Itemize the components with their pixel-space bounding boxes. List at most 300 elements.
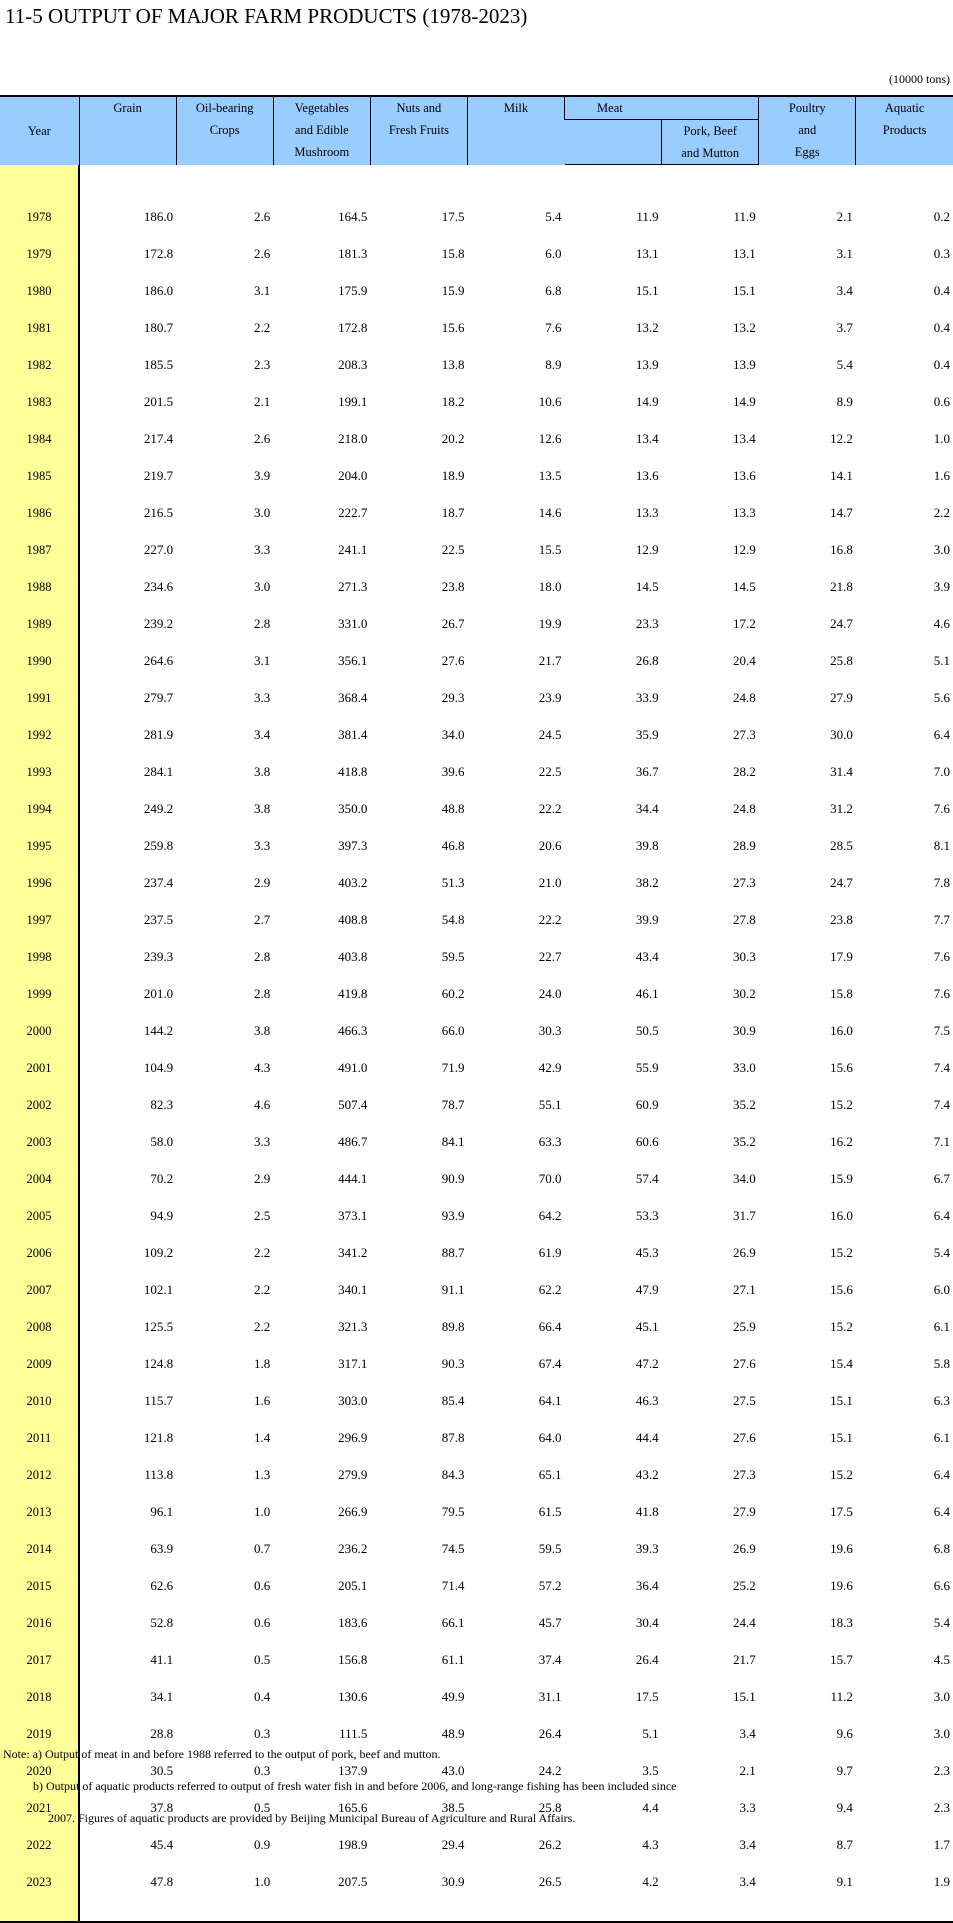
cell-oil-bearing-crops: 0.9 <box>254 1837 271 1852</box>
cell-aquatic-products: 1.7 <box>933 1837 950 1852</box>
cell-nuts-fruits: 87.8 <box>441 1430 465 1445</box>
cell-pork-beef-mutton: 28.9 <box>732 838 756 853</box>
cell-meat: 34.4 <box>635 801 659 816</box>
cell-aquatic-products: 4.6 <box>933 616 950 631</box>
cell-vegetables: 491.0 <box>338 1060 368 1075</box>
cell-grain: 104.9 <box>143 1060 174 1075</box>
cell-meat: 23.3 <box>635 616 659 631</box>
cell-vegetables: 218.0 <box>338 431 368 446</box>
table-spacer-row <box>0 165 953 194</box>
cell-grain: 201.5 <box>143 394 174 409</box>
cell-year: 1981 <box>0 304 79 341</box>
cell-oil-bearing-crops: 2.8 <box>254 986 271 1001</box>
table-row <box>0 1007 953 1044</box>
cell-year: 2008 <box>0 1303 79 1340</box>
cell-pork-beef-mutton: 27.3 <box>732 1467 756 1482</box>
cell-poultry-eggs: 14.7 <box>830 505 853 520</box>
cell-grain: 58.0 <box>150 1134 174 1149</box>
cell-grain: 34.1 <box>150 1689 174 1704</box>
cell-meat: 53.3 <box>635 1208 659 1223</box>
cell-pork-beef-mutton: 26.9 <box>732 1541 756 1556</box>
cell-pork-beef-mutton: 14.9 <box>732 394 756 409</box>
cell-meat: 35.9 <box>635 727 659 742</box>
table-row <box>0 193 953 230</box>
cell-meat: 26.4 <box>635 1652 659 1667</box>
table-row <box>0 415 953 452</box>
cell-poultry-eggs: 27.9 <box>830 690 853 705</box>
cell-vegetables: 303.0 <box>338 1393 368 1408</box>
cell-aquatic-products: 6.6 <box>933 1578 950 1593</box>
cell-nuts-fruits: 84.3 <box>441 1467 465 1482</box>
cell-nuts-fruits: 93.9 <box>441 1208 465 1223</box>
cell-poultry-eggs: 19.6 <box>830 1541 853 1556</box>
cell-grain: 172.8 <box>143 246 174 261</box>
cell-milk: 14.6 <box>538 505 562 520</box>
table-row <box>0 785 953 822</box>
cell-oil-bearing-crops: 3.1 <box>254 653 271 668</box>
cell-nuts-fruits: 79.5 <box>441 1504 465 1519</box>
cell-pork-beef-mutton: 11.9 <box>733 209 756 224</box>
cell-year: 1994 <box>0 785 79 822</box>
table-row <box>0 1303 953 1340</box>
cell-milk: 65.1 <box>538 1467 562 1482</box>
cell-milk: 18.0 <box>538 579 562 594</box>
cell-nuts-fruits: 27.6 <box>441 653 465 668</box>
note-b: b) Output of aquatic products referred to output of fresh water fish in and before 2006, and long-range fishing has been included since <box>33 1779 677 1793</box>
cell-poultry-eggs: 31.2 <box>830 801 853 816</box>
cell-oil-bearing-crops: 4.6 <box>254 1097 271 1112</box>
cell-meat: 13.9 <box>635 357 659 372</box>
cell-aquatic-products: 7.6 <box>933 986 950 1001</box>
cell-nuts-fruits: 13.8 <box>441 357 465 372</box>
cell-aquatic-products: 2.2 <box>933 505 950 520</box>
cell-vegetables: 175.9 <box>338 283 368 298</box>
cell-aquatic-products: 0.4 <box>933 357 950 372</box>
cell-aquatic-products: 5.4 <box>933 1615 950 1630</box>
cell-grain: 124.8 <box>143 1356 174 1371</box>
cell-aquatic-products: 8.1 <box>933 838 950 853</box>
cell-oil-bearing-crops: 2.8 <box>254 616 271 631</box>
cell-aquatic-products: 7.4 <box>933 1097 950 1112</box>
cell-milk: 37.4 <box>538 1652 562 1667</box>
cell-grain: 52.8 <box>150 1615 174 1630</box>
cell-pork-beef-mutton: 30.2 <box>732 986 756 1001</box>
cell-aquatic-products: 1.9 <box>933 1874 950 1889</box>
cell-milk: 5.4 <box>545 209 562 224</box>
header-grain: Grain <box>79 96 176 165</box>
cell-grain: 284.1 <box>143 764 174 779</box>
cell-year: 2009 <box>0 1340 79 1377</box>
cell-oil-bearing-crops: 0.5 <box>254 1800 271 1815</box>
cell-poultry-eggs: 15.2 <box>830 1097 853 1112</box>
cell-aquatic-products: 3.0 <box>933 1726 950 1741</box>
cell-aquatic-products: 5.4 <box>933 1245 950 1260</box>
cell-pork-beef-mutton: 27.3 <box>732 875 756 890</box>
cell-nuts-fruits: 88.7 <box>441 1245 465 1260</box>
cell-nuts-fruits: 29.4 <box>441 1837 465 1852</box>
cell-year: 1986 <box>0 489 79 526</box>
cell-oil-bearing-crops: 1.6 <box>254 1393 271 1408</box>
cell-aquatic-products: 2.3 <box>933 1763 950 1778</box>
header-vegetables: Vegetables and Edible Mushroom <box>273 96 370 165</box>
cell-nuts-fruits: 85.4 <box>441 1393 465 1408</box>
cell-nuts-fruits: 48.9 <box>441 1726 465 1741</box>
cell-nuts-fruits: 30.9 <box>441 1874 465 1889</box>
cell-grain: 144.2 <box>143 1023 174 1038</box>
table-row <box>0 267 953 304</box>
cell-pork-beef-mutton: 35.2 <box>732 1097 756 1112</box>
cell-aquatic-products: 7.6 <box>933 949 950 964</box>
cell-meat: 39.3 <box>635 1541 659 1556</box>
cell-aquatic-products: 0.3 <box>933 246 950 261</box>
cell-meat: 13.4 <box>635 431 659 446</box>
cell-year: 2001 <box>0 1044 79 1081</box>
cell-year: 2017 <box>0 1636 79 1673</box>
cell-aquatic-products: 5.1 <box>933 653 950 668</box>
cell-aquatic-products: 1.6 <box>933 468 950 483</box>
cell-vegetables: 507.4 <box>338 1097 368 1112</box>
cell-nuts-fruits: 78.7 <box>441 1097 465 1112</box>
cell-oil-bearing-crops: 0.4 <box>254 1689 271 1704</box>
cell-aquatic-products: 4.5 <box>933 1652 950 1667</box>
cell-nuts-fruits: 18.9 <box>441 468 465 483</box>
cell-meat: 47.9 <box>635 1282 659 1297</box>
cell-oil-bearing-crops: 1.3 <box>254 1467 271 1482</box>
cell-poultry-eggs: 9.4 <box>836 1800 853 1815</box>
cell-year: 1978 <box>0 193 79 230</box>
cell-milk: 24.2 <box>538 1763 562 1778</box>
cell-pork-beef-mutton: 13.4 <box>732 431 756 446</box>
cell-grain: 216.5 <box>143 505 174 520</box>
cell-grain: 37.8 <box>150 1800 174 1815</box>
table-row <box>0 933 953 970</box>
cell-pork-beef-mutton: 13.1 <box>732 246 756 261</box>
table-row <box>0 859 953 896</box>
cell-poultry-eggs: 24.7 <box>830 616 853 631</box>
table-row <box>0 563 953 600</box>
cell-nuts-fruits: 38.5 <box>441 1800 465 1815</box>
cell-year: 2020 <box>0 1747 79 1784</box>
cell-meat: 33.9 <box>635 690 659 705</box>
cell-oil-bearing-crops: 2.6 <box>254 209 271 224</box>
cell-meat: 3.5 <box>642 1763 659 1778</box>
cell-milk: 45.7 <box>538 1615 562 1630</box>
cell-poultry-eggs: 15.6 <box>830 1282 853 1297</box>
cell-milk: 22.2 <box>538 912 562 927</box>
cell-poultry-eggs: 15.7 <box>830 1652 853 1667</box>
cell-year: 2005 <box>0 1192 79 1229</box>
cell-aquatic-products: 3.0 <box>933 542 950 557</box>
cell-aquatic-products: 3.9 <box>933 579 950 594</box>
cell-milk: 61.9 <box>538 1245 562 1260</box>
header-year: Year <box>0 96 79 165</box>
cell-oil-bearing-crops: 1.0 <box>254 1504 271 1519</box>
cell-nuts-fruits: 84.1 <box>441 1134 465 1149</box>
cell-oil-bearing-crops: 0.6 <box>254 1615 271 1630</box>
cell-milk: 62.2 <box>538 1282 562 1297</box>
cell-milk: 19.9 <box>538 616 562 631</box>
cell-poultry-eggs: 30.0 <box>830 727 853 742</box>
cell-grain: 82.3 <box>150 1097 174 1112</box>
cell-oil-bearing-crops: 1.8 <box>254 1356 271 1371</box>
cell-nuts-fruits: 17.5 <box>441 209 465 224</box>
cell-grain: 94.9 <box>150 1208 174 1223</box>
cell-poultry-eggs: 15.1 <box>830 1393 853 1408</box>
cell-poultry-eggs: 16.2 <box>830 1134 853 1149</box>
cell-poultry-eggs: 15.4 <box>830 1356 853 1371</box>
cell-poultry-eggs: 19.6 <box>830 1578 853 1593</box>
cell-poultry-eggs: 16.8 <box>830 542 853 557</box>
cell-poultry-eggs: 16.0 <box>830 1208 853 1223</box>
cell-poultry-eggs: 3.7 <box>836 320 853 335</box>
cell-aquatic-products: 6.7 <box>933 1171 950 1186</box>
cell-nuts-fruits: 48.8 <box>441 801 465 816</box>
cell-meat: 17.5 <box>635 1689 659 1704</box>
table-row <box>0 1266 953 1303</box>
cell-vegetables: 198.9 <box>338 1837 368 1852</box>
cell-grain: 125.5 <box>143 1319 174 1334</box>
cell-pork-beef-mutton: 27.8 <box>732 912 756 927</box>
cell-pork-beef-mutton: 13.2 <box>732 320 756 335</box>
cell-vegetables: 408.8 <box>338 912 368 927</box>
cell-pork-beef-mutton: 30.3 <box>732 949 756 964</box>
cell-aquatic-products: 0.4 <box>933 320 950 335</box>
table-row <box>0 1451 953 1488</box>
cell-grain: 113.8 <box>144 1467 174 1482</box>
cell-poultry-eggs: 24.7 <box>830 875 853 890</box>
cell-vegetables: 183.6 <box>338 1615 368 1630</box>
cell-meat: 39.9 <box>635 912 659 927</box>
header-meat-blank <box>565 120 662 165</box>
cell-poultry-eggs: 9.6 <box>836 1726 853 1741</box>
cell-grain: 281.9 <box>143 727 174 742</box>
cell-grain: 28.8 <box>150 1726 174 1741</box>
cell-nuts-fruits: 90.3 <box>441 1356 465 1371</box>
cell-oil-bearing-crops: 2.9 <box>254 1171 271 1186</box>
cell-milk: 63.3 <box>538 1134 562 1149</box>
cell-oil-bearing-crops: 0.3 <box>254 1726 271 1741</box>
cell-grain: 96.1 <box>150 1504 174 1519</box>
cell-pork-beef-mutton: 3.4 <box>739 1726 756 1741</box>
cell-milk: 24.0 <box>538 986 562 1001</box>
cell-meat: 38.2 <box>635 875 659 890</box>
cell-year: 2003 <box>0 1118 79 1155</box>
cell-oil-bearing-crops: 3.3 <box>254 542 271 557</box>
cell-vegetables: 271.3 <box>338 579 368 594</box>
cell-poultry-eggs: 21.8 <box>830 579 853 594</box>
cell-aquatic-products: 0.6 <box>933 394 950 409</box>
cell-vegetables: 130.6 <box>338 1689 368 1704</box>
cell-year: 1991 <box>0 674 79 711</box>
cell-meat: 5.1 <box>642 1726 659 1741</box>
table-row <box>0 1525 953 1562</box>
cell-year: 1992 <box>0 711 79 748</box>
cell-oil-bearing-crops: 0.7 <box>254 1541 271 1556</box>
cell-nuts-fruits: 54.8 <box>441 912 465 927</box>
unit-label: (10000 tons) <box>889 72 950 86</box>
cell-meat: 57.4 <box>635 1171 659 1186</box>
cell-meat: 41.8 <box>635 1504 659 1519</box>
cell-nuts-fruits: 60.2 <box>441 986 465 1001</box>
cell-year: 2015 <box>0 1562 79 1599</box>
cell-aquatic-products: 0.2 <box>933 209 950 224</box>
cell-vegetables: 205.1 <box>338 1578 368 1593</box>
cell-nuts-fruits: 46.8 <box>441 838 465 853</box>
cell-milk: 55.1 <box>538 1097 562 1112</box>
cell-oil-bearing-crops: 2.2 <box>254 1245 271 1260</box>
cell-oil-bearing-crops: 4.3 <box>254 1060 271 1075</box>
cell-oil-bearing-crops: 0.3 <box>254 1763 271 1778</box>
cell-oil-bearing-crops: 2.6 <box>254 431 271 446</box>
cell-year: 1996 <box>0 859 79 896</box>
cell-vegetables: 222.7 <box>338 505 368 520</box>
cell-grain: 217.4 <box>143 431 174 446</box>
cell-nuts-fruits: 43.0 <box>441 1763 465 1778</box>
table-body <box>0 165 953 1923</box>
page-title: 11-5 OUTPUT OF MAJOR FARM PRODUCTS (1978-2023) <box>5 4 528 28</box>
cell-pork-beef-mutton: 33.0 <box>732 1060 756 1075</box>
table-row <box>0 1858 953 1895</box>
cell-nuts-fruits: 15.8 <box>441 246 465 261</box>
cell-vegetables: 341.2 <box>338 1245 368 1260</box>
cell-poultry-eggs: 15.2 <box>830 1319 853 1334</box>
cell-meat: 26.8 <box>635 653 659 668</box>
cell-grain: 41.1 <box>150 1652 174 1667</box>
cell-meat: 45.3 <box>635 1245 659 1260</box>
cell-grain: 109.2 <box>143 1245 174 1260</box>
cell-poultry-eggs: 11.2 <box>830 1689 853 1704</box>
cell-oil-bearing-crops: 3.3 <box>254 690 271 705</box>
cell-aquatic-products: 6.4 <box>933 1504 950 1519</box>
cell-year: 2012 <box>0 1451 79 1488</box>
cell-oil-bearing-crops: 2.1 <box>254 394 271 409</box>
cell-vegetables: 207.5 <box>338 1874 368 1889</box>
table-row <box>0 1377 953 1414</box>
cell-poultry-eggs: 3.4 <box>836 283 853 298</box>
cell-nuts-fruits: 51.3 <box>441 875 465 890</box>
cell-poultry-eggs: 15.2 <box>830 1245 853 1260</box>
cell-milk: 64.0 <box>538 1430 562 1445</box>
cell-milk: 66.4 <box>538 1319 562 1334</box>
cell-milk: 42.9 <box>538 1060 562 1075</box>
cell-vegetables: 156.8 <box>338 1652 368 1667</box>
cell-meat: 30.4 <box>635 1615 659 1630</box>
cell-poultry-eggs: 5.4 <box>836 357 853 372</box>
cell-oil-bearing-crops: 3.0 <box>254 505 271 520</box>
table-row <box>0 1599 953 1636</box>
data-table-container <box>0 95 953 1923</box>
cell-oil-bearing-crops: 3.1 <box>254 283 271 298</box>
cell-poultry-eggs: 25.8 <box>830 653 853 668</box>
cell-pork-beef-mutton: 35.2 <box>732 1134 756 1149</box>
table-row <box>0 1340 953 1377</box>
table-row <box>0 304 953 341</box>
cell-pork-beef-mutton: 27.3 <box>732 727 756 742</box>
cell-nuts-fruits: 15.9 <box>441 283 465 298</box>
cell-oil-bearing-crops: 2.6 <box>254 246 271 261</box>
cell-oil-bearing-crops: 3.8 <box>254 1023 271 1038</box>
header-nuts-fruits: Nuts and Fresh Fruits <box>370 96 467 165</box>
cell-poultry-eggs: 9.7 <box>836 1763 853 1778</box>
cell-grain: 186.0 <box>143 283 174 298</box>
cell-poultry-eggs: 18.3 <box>830 1615 853 1630</box>
cell-pork-beef-mutton: 20.4 <box>732 653 756 668</box>
cell-pork-beef-mutton: 27.6 <box>732 1430 756 1445</box>
cell-meat: 50.5 <box>635 1023 659 1038</box>
cell-pork-beef-mutton: 24.4 <box>732 1615 756 1630</box>
cell-poultry-eggs: 31.4 <box>830 764 853 779</box>
cell-meat: 39.8 <box>635 838 659 853</box>
cell-meat: 13.6 <box>635 468 659 483</box>
cell-meat: 60.9 <box>635 1097 659 1112</box>
cell-pork-beef-mutton: 28.2 <box>732 764 756 779</box>
cell-aquatic-products: 6.1 <box>933 1430 950 1445</box>
cell-grain: 227.0 <box>143 542 174 557</box>
table-row <box>0 822 953 859</box>
cell-oil-bearing-crops: 0.5 <box>254 1652 271 1667</box>
table-row <box>0 230 953 267</box>
cell-year: 2016 <box>0 1599 79 1636</box>
cell-milk: 23.9 <box>538 690 562 705</box>
farm-output-table <box>0 95 953 1923</box>
cell-vegetables: 204.0 <box>338 468 368 483</box>
note-a: Note: a) Output of meat in and before 1988 referred to the output of pork, beef and mutton. <box>3 1747 441 1761</box>
cell-vegetables: 381.4 <box>338 727 368 742</box>
cell-pork-beef-mutton: 26.9 <box>732 1245 756 1260</box>
cell-meat: 36.7 <box>635 764 659 779</box>
cell-pork-beef-mutton: 34.0 <box>732 1171 756 1186</box>
cell-poultry-eggs: 15.8 <box>830 986 853 1001</box>
cell-poultry-eggs: 17.5 <box>830 1504 853 1519</box>
cell-nuts-fruits: 20.2 <box>441 431 465 446</box>
cell-pork-beef-mutton: 3.4 <box>739 1837 756 1852</box>
cell-meat: 43.2 <box>635 1467 659 1482</box>
cell-vegetables: 418.8 <box>338 764 368 779</box>
cell-grain: 121.8 <box>143 1430 174 1445</box>
cell-year: 1993 <box>0 748 79 785</box>
cell-milk: 59.5 <box>538 1541 562 1556</box>
cell-pork-beef-mutton: 13.6 <box>732 468 756 483</box>
cell-grain: 264.6 <box>143 653 174 668</box>
cell-vegetables: 208.3 <box>338 357 368 372</box>
cell-year: 1998 <box>0 933 79 970</box>
header-meat: Meat <box>565 96 759 120</box>
cell-meat: 4.2 <box>642 1874 659 1889</box>
cell-vegetables: 419.8 <box>338 986 368 1001</box>
cell-milk: 64.1 <box>538 1393 562 1408</box>
cell-aquatic-products: 7.8 <box>933 875 950 890</box>
cell-milk: 22.7 <box>538 949 562 964</box>
cell-milk: 22.5 <box>538 764 562 779</box>
cell-nuts-fruits: 23.8 <box>441 579 465 594</box>
cell-vegetables: 397.3 <box>338 838 368 853</box>
cell-poultry-eggs: 15.6 <box>830 1060 853 1075</box>
table-row <box>0 1414 953 1451</box>
cell-aquatic-products: 7.7 <box>933 912 950 927</box>
cell-milk: 22.2 <box>538 801 562 816</box>
table-end-row <box>0 1895 953 1922</box>
cell-pork-beef-mutton: 13.3 <box>732 505 756 520</box>
cell-grain: 237.5 <box>143 912 174 927</box>
cell-oil-bearing-crops: 1.0 <box>254 1874 271 1889</box>
cell-pork-beef-mutton: 13.9 <box>732 357 756 372</box>
cell-meat: 13.3 <box>635 505 659 520</box>
cell-meat: 4.4 <box>642 1800 659 1815</box>
cell-aquatic-products: 7.0 <box>933 764 950 779</box>
cell-aquatic-products: 6.4 <box>933 1467 950 1482</box>
cell-vegetables: 340.1 <box>338 1282 368 1297</box>
cell-oil-bearing-crops: 3.8 <box>254 764 271 779</box>
